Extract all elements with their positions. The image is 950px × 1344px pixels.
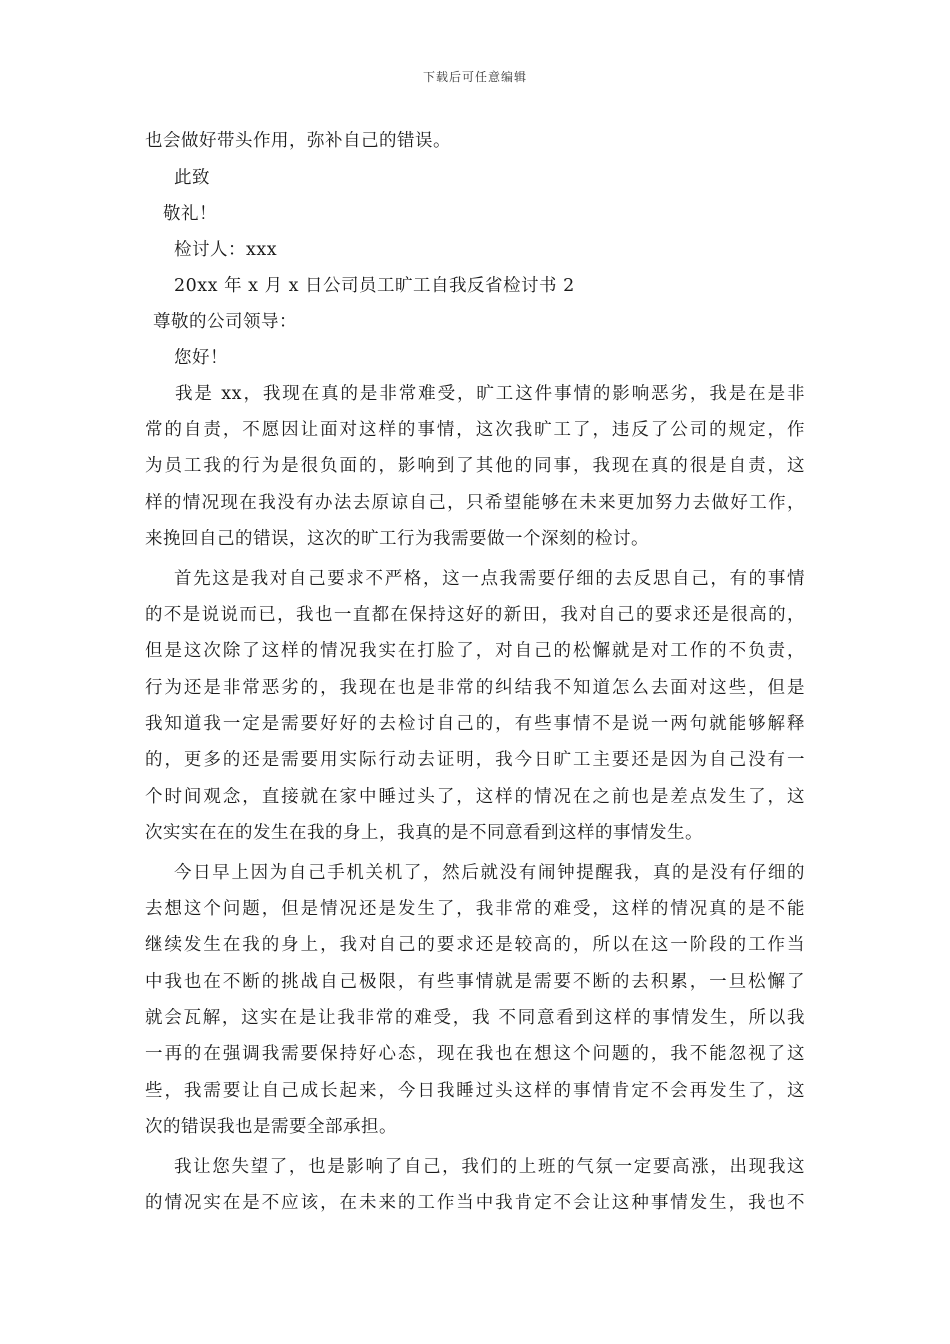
paragraph-3-line-7: 些，我需要让自己成长起来，今日我睡过头这样的事情肯定不会再发生了，这	[145, 1081, 805, 1101]
paragraph-1-line-4: 样的情况现在我没有办法去原谅自己，只希望能够在未来更加努力去做好工作，	[145, 493, 805, 513]
intro-tail-line: 也会做好带头作用，弥补自己的错误。	[145, 131, 451, 151]
closing-line-1: 此致	[174, 168, 210, 188]
paragraph-4-line-2: 的情况实在是不应该，在未来的工作当中我肯定不会让这种事情发生，我也不	[145, 1193, 805, 1213]
closing-line-2: 敬礼！	[163, 204, 217, 224]
paragraph-2-line-6: 的，更多的还是需要用实际行动去证明，我今日旷工主要还是因为自己没有一	[145, 750, 805, 770]
paragraph-3-line-3: 继续发生在我的身上，我对自己的要求还是较高的，所以在这一阶段的工作当	[145, 935, 805, 955]
paragraph-2-line-3: 但是这次除了这样的情况我实在打脸了，对自己的松懈就是对工作的不负责，	[145, 641, 805, 661]
paragraph-2-line-5: 我知道我一定是需要好好的去检讨自己的，有些事情不是说一两句就能够解释	[145, 714, 805, 734]
paragraph-2-line-2: 的不是说说而已，我也一直都在保持这好的新田，我对自己的要求还是很高的，	[145, 605, 805, 625]
author-line: 检讨人：xxx	[174, 240, 278, 260]
paragraph-3-line-4: 中我也在不断的挑战自己极限，有些事情就是需要不断的去积累，一旦松懈了	[145, 972, 805, 992]
paragraph-1-line-2: 常的自责，不愿因让面对这样的事情，这次我旷工了，违反了公司的规定，作	[145, 420, 805, 440]
page-header-note: 下载后可任意编辑	[422, 70, 527, 84]
paragraph-2-line-4: 行为还是非常恶劣的，我现在也是非常的纠结我不知道怎么去面对这些，但是	[145, 678, 805, 698]
paragraph-3-line-2: 去想这个问题，但是情况还是发生了，我非常的难受，这样的情况真的是不能	[145, 899, 805, 919]
paragraph-1-line-5: 来挽回自己的错误，这次的旷工行为我需要做一个深刻的检讨。	[145, 529, 649, 549]
paragraph-2-line-1: 首先这是我对自己要求不严格，这一点我需要仔细的去反思自己，有的事情	[174, 569, 805, 589]
paragraph-3-line-8: 次的错误我也是需要全部承担。	[145, 1117, 397, 1137]
paragraph-2-line-7: 个时间观念，直接就在家中睡过头了，这样的情况在之前也是差点发生了，这	[145, 787, 805, 807]
paragraph-3-line-5: 就会瓦解，这实在是让我非常的难受，我 不同意看到这样的事情发生，所以我	[145, 1008, 805, 1028]
paragraph-2-line-8: 次实实在在的发生在我的身上，我真的是不同意看到这样的事情发生。	[145, 823, 703, 843]
greeting-line: 您好！	[174, 348, 228, 368]
salutation-line: 尊敬的公司领导：	[153, 312, 297, 332]
paragraph-1-line-1: 我是 xx，我现在真的是非常难受，旷工这件事情的影响恶劣，我是在是非	[175, 384, 805, 404]
paragraph-3-line-6: 一再的在强调我需要保持好心态，现在我也在想这个问题的，我不能忽视了这	[145, 1044, 805, 1064]
paragraph-4-line-1: 我让您失望了，也是影响了自己，我们的上班的气氛一定要高涨，出现我这	[174, 1157, 805, 1177]
paragraph-3-line-1: 今日早上因为自己手机关机了，然后就没有闹钟提醒我，真的是没有仔细的	[174, 863, 805, 883]
paragraph-1-line-3: 为员工我的行为是很负面的，影响到了其他的同事，我现在真的很是自责，这	[145, 456, 805, 476]
date-title-line: 20xx 年 x 月 x 日公司员工旷工自我反省检讨书 2	[174, 276, 575, 296]
